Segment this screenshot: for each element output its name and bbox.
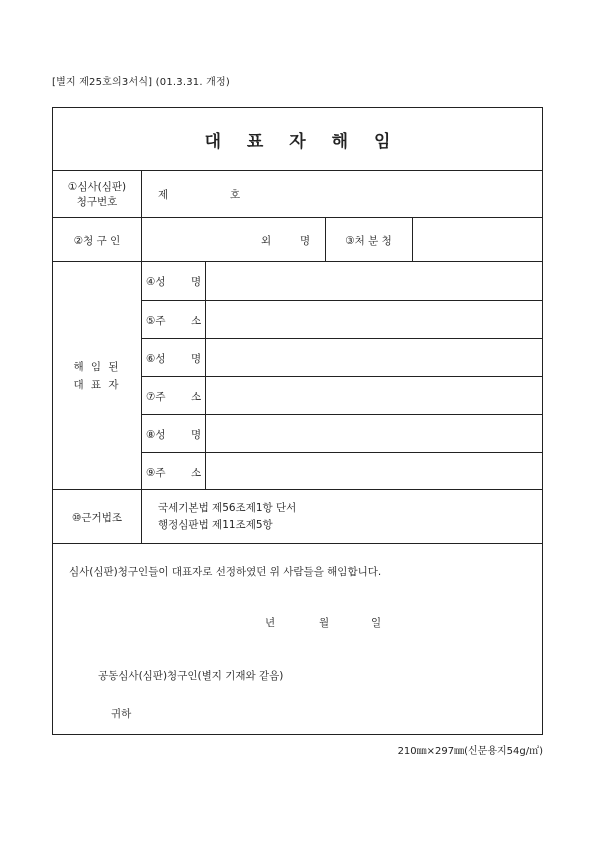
statement-text: 심사(심판)청구인들이 대표자로 선정하였던 위 사람들을 해임합니다. [69,566,382,578]
je-text: 제 [158,189,169,201]
dismissed-row: ⑦주 소 [141,376,542,415]
recipient-text: 귀하 [111,708,132,720]
claimant-label: ②청 구 인 [73,234,121,247]
dismissed-row: ⑥성 명 [141,338,542,377]
dismissed-block [53,261,542,490]
dismissed-row: ④성 명 [146,275,202,288]
request-number-label-line2: 청구번호 [76,195,118,208]
claimant-row [53,217,542,262]
form-title: 대 표 자 해 임 [204,131,401,152]
oe-text: 외 [261,234,272,247]
request-number-label-line1: ①심사(심판) [67,180,127,193]
dismissed-row: ⑨주 소 [141,452,542,491]
date-year: 년 [265,617,276,629]
dismissed-label-line1: 해 임 된 [73,361,121,373]
myeong-text: 명 [300,234,311,247]
legal-basis-line2: 행정심판법 제11조제5항 [158,519,273,531]
form-number-note: [별지 제25호의3서식] (01.3.31. 개정) [52,77,230,88]
statement-area [53,543,542,734]
joint-claimants-text: 공동심사(심판)청구인(별지 기재와 같음) [98,670,284,682]
legal-basis-line1: 국세기본법 제56조제1항 단서 [158,502,297,514]
office-label: ③처 분 청 [345,234,392,247]
paper-spec-note: 210㎜×297㎜(신문용지54g/㎡) [397,746,543,757]
date-day: 일 [371,617,382,629]
date-month: 월 [319,617,330,629]
dismissed-row: ⑤주 소 [141,300,542,339]
dismissed-label-line2: 대 표 자 [73,379,121,391]
ho-text: 호 [230,189,241,201]
legal-basis-label: ⑩근거법조 [72,511,122,524]
dismissed-row: ⑧성 명 [141,414,542,453]
legal-basis-row [53,489,542,544]
request-number-row [53,170,542,218]
dismissal-form [52,107,543,735]
